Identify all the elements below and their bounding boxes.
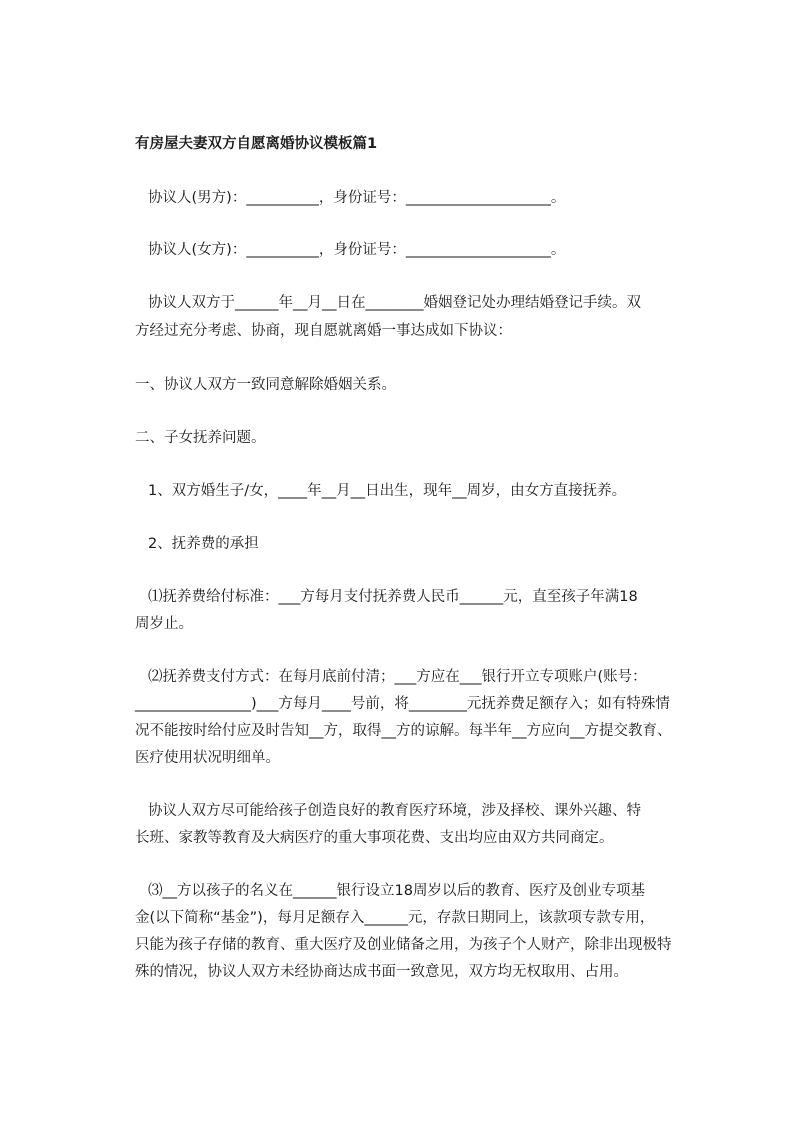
fund-line: ⑶__方以孩子的名义在______银行设立18周岁以后的教育、医疗及创业专项基 (148, 883, 645, 899)
fund-cont-3: 殊的情况，协议人双方未经协商达成书面一致意见，双方均无权取用、占用。 (135, 964, 628, 980)
party-male-line: 协议人(男方)：__________，身份证号：____________________。 (148, 190, 566, 206)
support-heading: 2、抚养费的承担 (148, 536, 259, 552)
education-environment-line: 协议人双方尽可能给孩子创造良好的教育医疗环境，涉及择校、课外兴趣、特 (148, 803, 641, 819)
child-info-line: 1、双方婚生子/女，____年__月__日出生，现年__周岁，由女方直接抚养。 (148, 483, 627, 499)
support-standard-line: ⑴抚养费给付标准：___方每月支付抚养费人民币______元，直至孩子年满18 (148, 589, 638, 605)
fund-cont-1: 金(以下简称“基金”)，每月足额存入______元，存款日期同上，该款项专款专用， (135, 910, 655, 926)
support-method-line: ⑵抚养费支付方式：在每月底前付清；___方应在___银行开立专项账户(账号： (148, 669, 647, 685)
education-environment-cont: 长班、家教等教育及大病医疗的重大事项花费、支出均应由双方共同商定。 (135, 830, 614, 846)
support-method-cont-1: ________________)___方每月____号前，将________元抚养费足额存入；如有特殊情 (135, 696, 670, 712)
clause-two-heading: 二、子女抚养问题。 (135, 430, 266, 446)
document-title: 有房屋夫妻双方自愿离婚协议模板篇1 (135, 136, 378, 152)
marriage-registration-cont: 方经过充分考虑、协商，现自愿就离婚一事达成如下协议： (135, 323, 512, 339)
support-method-cont-2: 况不能按时给付应及时告知__方，取得__方的谅解。每半年__方应向__方提交教育、 (135, 723, 672, 739)
support-standard-cont: 周岁止。 (135, 616, 193, 632)
party-female-line: 协议人(女方)：__________，身份证号：____________________。 (148, 242, 566, 258)
marriage-registration-line: 协议人双方于______年__月__日在________婚姻登记处办理结婚登记手续。双 (148, 295, 641, 311)
fund-cont-2: 只能为孩子存储的教育、重大医疗及创业储备之用，为孩子个人财产，除非出现极特 (135, 937, 672, 953)
clause-one: 一、协议人双方一致同意解除婚姻关系。 (135, 377, 396, 393)
support-method-cont-3: 医疗使用状况明细单。 (135, 750, 280, 766)
